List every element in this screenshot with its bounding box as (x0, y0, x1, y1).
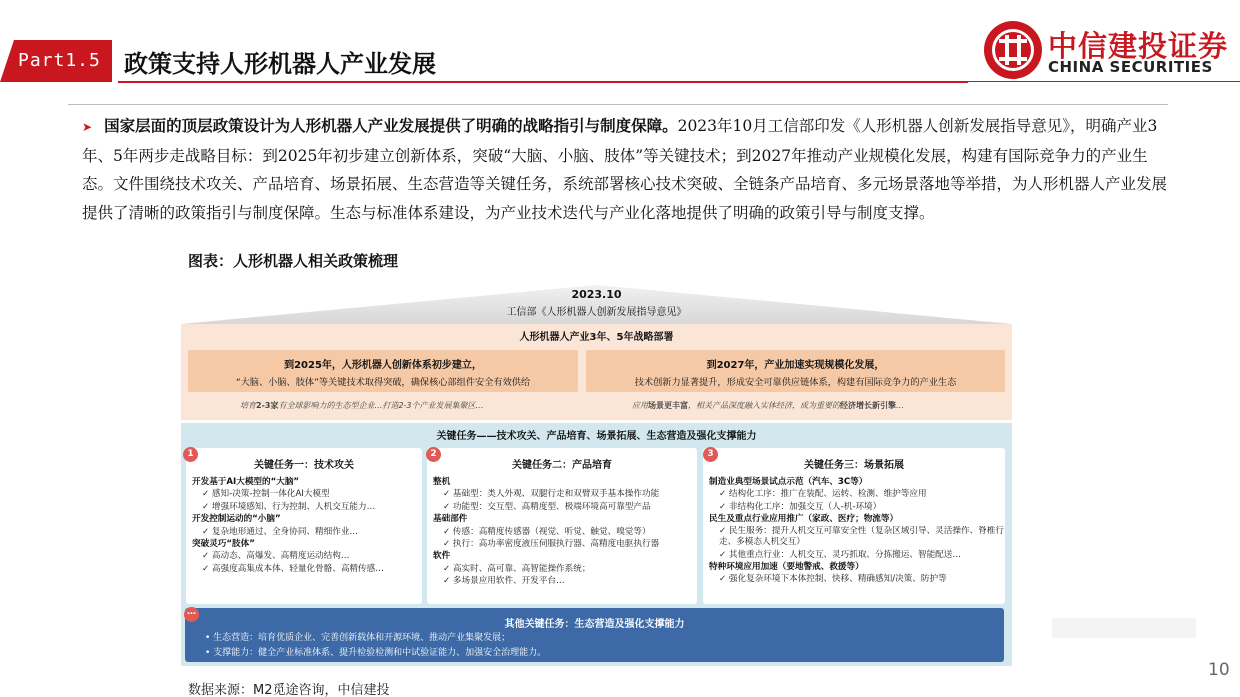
policy-date: 2023.10 (571, 288, 622, 301)
task-2-title: 关键任务二：产品培育 (512, 460, 612, 471)
goal-2027-desc: 技术创新力显著提升，形成安全可靠供应链体系，构建有国际竞争力的产业生态 (634, 377, 957, 388)
task-2-number: 2 (426, 447, 441, 462)
bullet-arrow-icon: ➤ (82, 120, 93, 134)
task-3-number: 3 (703, 447, 718, 462)
list-item: ✓ 多场景应用软件、开发平台… (443, 576, 565, 587)
list-item: ✓ 民生服务：提升人机交互可靠安全性（复杂区域引导、灵活操作、脊椎行走、多模态人机交互） (719, 525, 1004, 548)
strategy-heading: 人形机器人产业3年、5年战略部署 (519, 332, 674, 343)
list-item: ✓ 功能型：交互型、高精度型、极端环境高可靠型产品 (443, 501, 651, 512)
page-number: 10 (1208, 660, 1230, 680)
policy-document: 工信部《人形机器人创新发展指导意见》 (506, 307, 687, 318)
title-underline (118, 81, 968, 83)
list-item: ✓ 高动态、高爆发、高精度运动结构… (202, 551, 350, 562)
list-item: 开发控制运动的“小脑” (192, 514, 281, 525)
note-2027: 应用场景更丰富，相关产品深度融入实体经济，成为重要的经济增长新引擎… (632, 401, 904, 410)
lead-sentence: 国家层面的顶层政策设计为人形机器人产业发展提供了明确的战略指引与制度保障。 (104, 117, 678, 135)
body-text: 2023年10月工信部印发《人形机器人创新发展指导意见》，明确产业3年、5年两步走战略目标：到2025年初步建立创新体系，突破“大脑、小脑、肢体”等关键技术；到2027年推动产业规模化发展，构建有国际竞争力的产业生态。文件围绕技术攻关、产品培育、场景拓展、生态营造等关键任务，系统部署核心技术突破、全链条产品培育、多元场景落地等举措，为人形机器人产业发展提供了清晰的政策指引与制度保障。生态与标准体系建设，为产业技术迭代与产业化落地提供了明确的政策引导与制度支撑。 (82, 117, 1168, 222)
list-item: ✓ 感知-决策-控制一体化AI大模型 (202, 489, 330, 500)
figure-title: 图表：人形机器人相关政策梳理 (188, 252, 399, 270)
list-item: ✓ 基础型：类人外观、双腿行走和双臂双手基本操作功能 (443, 489, 660, 500)
list-item: ✓ 复杂地形通过、全身协同、精细作业… (202, 526, 359, 537)
note-2025: 培育2-3家有全球影响力的生态型企业…打造2-3个产业发展集聚区… (240, 401, 484, 410)
goal-2025-desc: “大脑、小脑、肢体”等关键技术取得突破，确保核心部组件安全有效供给 (235, 377, 531, 388)
task-1-title: 关键任务一：技术攻关 (254, 460, 354, 471)
task-1-number: 1 (183, 447, 198, 462)
list-item: ✓ 强化复杂环境下本体控制、快移、精确感知/决策、防护等 (719, 574, 947, 585)
goal-2027-box (586, 350, 1005, 392)
list-item: 突破灵巧“肢体” (192, 539, 255, 550)
list-item: ✓ 传感：高精度传感器（视觉、听觉、触觉、嗅觉等） (443, 526, 651, 537)
divider (68, 104, 1168, 105)
task-3-title: 关键任务三：场景拓展 (804, 460, 904, 471)
other-task-item: • 支撑能力：健全产业标准体系、提升检验检测和中试验证能力、加强安全治理能力。 (205, 648, 547, 658)
other-tasks-title: 其他关键任务：生态营造及强化支撑能力 (504, 619, 685, 630)
list-item: ✓ 非结构化工序：加强交互（人-机-环境） (719, 501, 882, 512)
list-item: ✓ 高实时、高可靠、高智能操作系统； (443, 563, 591, 574)
more-dots-icon: … (184, 607, 199, 622)
placeholder-box (1052, 618, 1196, 638)
task-2-box (427, 448, 697, 604)
summary-paragraph (82, 112, 1172, 227)
list-item: ✓ 执行：高功率密度液压伺服执行器、高精度电驱执行器 (443, 539, 660, 550)
list-item: 软件 (433, 551, 451, 562)
list-item: ✓ 结构化工序：推广在装配、运转、检测、维护等应用 (719, 489, 927, 500)
list-item: 民生及重点行业应用推广（家政、医疗；物流等） (709, 514, 899, 525)
goal-2027-title: 到2027年，产业加速实现规模化发展， (706, 360, 885, 371)
title-underline-thin (968, 81, 1240, 82)
key-tasks-heading: 关键任务——技术攻关、产品培育、场景拓展、生态营造及强化支撑能力 (436, 431, 757, 442)
logo-text-cn: 中信建投证券 (1048, 29, 1229, 63)
china-securities-logo-icon (984, 21, 1042, 79)
list-item: 特种环境应用加速（要地警戒、救援等） (709, 562, 864, 573)
list-item: 基础部件 (433, 514, 468, 525)
task-1-box (186, 448, 422, 604)
part-label: Part1.5 (18, 50, 101, 71)
other-task-item: • 生态营造：培育优质企业、完善创新载体和开源环境、推动产业集聚发展； (205, 633, 511, 643)
list-item: 制造业典型场景试点示范（汽车、3C等） (709, 477, 868, 487)
list-item: ✓ 增强环境感知、行为控制、人机交互能力… (202, 501, 376, 512)
list-item: ✓ 其他重点行业：人机交互、灵巧抓取、分拣搬运、智能配送… (719, 549, 961, 560)
task-3-box (703, 448, 1005, 604)
goal-2025-box (188, 350, 578, 392)
list-item: 开发基于AI大模型的“大脑” (192, 477, 300, 487)
page-title: 政策支持人形机器人产业发展 (124, 50, 436, 78)
logo-text-en: CHINA SECURITIES (1048, 58, 1213, 76)
data-source: 数据来源：M2觅途咨询，中信建投 (188, 683, 390, 697)
list-item: ✓ 高强度高集成本体、轻量化骨骼、高精传感… (202, 563, 384, 574)
goal-2025-title: 到2025年，人形机器人创新体系初步建立， (284, 360, 482, 371)
list-item: 整机 (433, 477, 451, 487)
